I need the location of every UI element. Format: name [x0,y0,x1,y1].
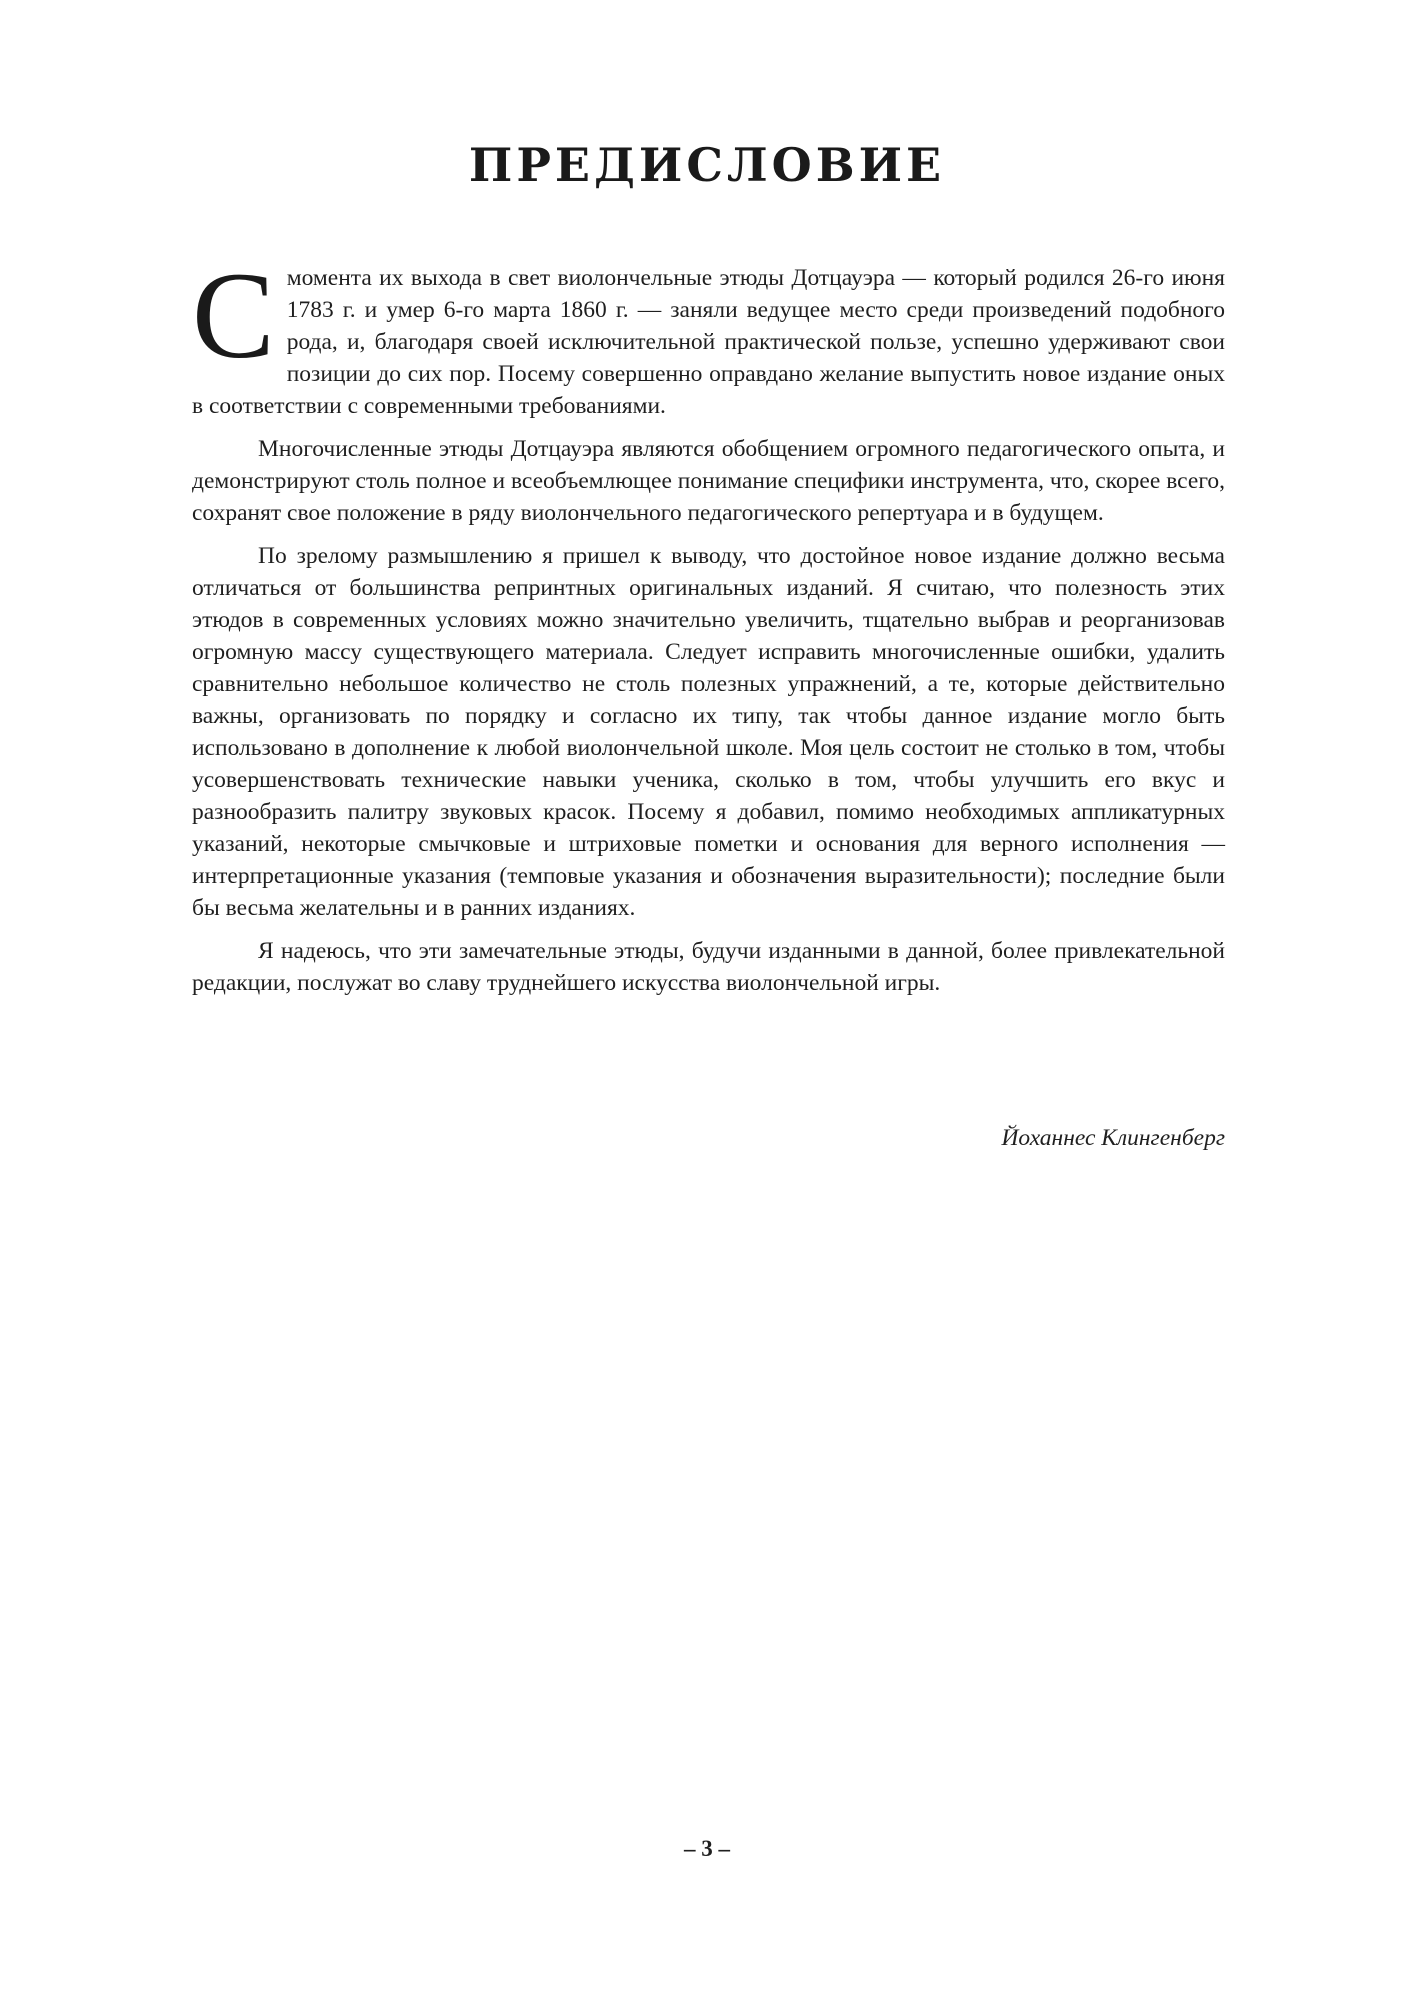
paragraph-3: По зрелому размышлению я пришел к выводу, что достойное новое издание должно весьма отличаться от большинства репринтных оригинальных изданий. Я считаю, что полезность этих этюдов в современных условиях можно значительно увеличить, тщательно выбрав и реорганизовав огромную массу существующего материала. Следует исправить многочисленные ошибки, удалить сравнительно небольшое количество не столь полезных упражнений, а те, которые действительно важны, организовать по порядку и согласно их типу, так чтобы данное издание могло быть использовано в дополнение к любой виолончельной школе. Моя цель состоит не столько в том, чтобы усовершенствовать технические навыки ученика, сколько в том, чтобы улучшить его вкус и разнообразить палитру звуковых красок. Посему я добавил, помимо необходимых аппликатурных указаний, некоторые смычковые и штриховые пометки и основания для верного исполнения — интерпретационные указания (темповые указания и обозначения выразительности); последние были бы весьма желательны и в ранних изданиях. [192,543,1225,921]
author-signature: Йоханнес Клингенберг [1001,1125,1225,1151]
paragraph-4: Я надеюсь, что эти замечательные этюды, будучи изданными в данной, более привлекательной редакции, послужат во славу труднейшего искусства виолончельной игры. [192,938,1225,996]
drop-cap: С [192,247,275,384]
paragraph-1-text: момента их выхода в свет виолончельные этюды Дотцауэра — который родился 26-го июня 1783 г. и умер 6-го марта 1860 г. — заняли ведущее место среди произведений подобного рода, и, благодаря своей исключительной практической пользе, успешно удерживают свои позиции до сих пор. Посему совершенно оправдано желание выпустить новое издание оных в соответствии с современными требованиями. [192,265,1225,419]
page-number: – 3 – [684,1836,730,1861]
preface-body [192,247,1225,1010]
paragraph-2: Многочисленные этюды Дотцауэра являются обобщением огромного педагогического опыта, и демонстрируют столь полное и всеобъемлющее понимание специфики инструмента, что, скорее всего, сохранят свое положение в ряду виолончельного педагогического репертуара и в будущем. [192,436,1225,526]
page-title: ПРЕДИСЛОВИЕ [468,138,946,192]
paragraph-1 [192,247,1225,422]
